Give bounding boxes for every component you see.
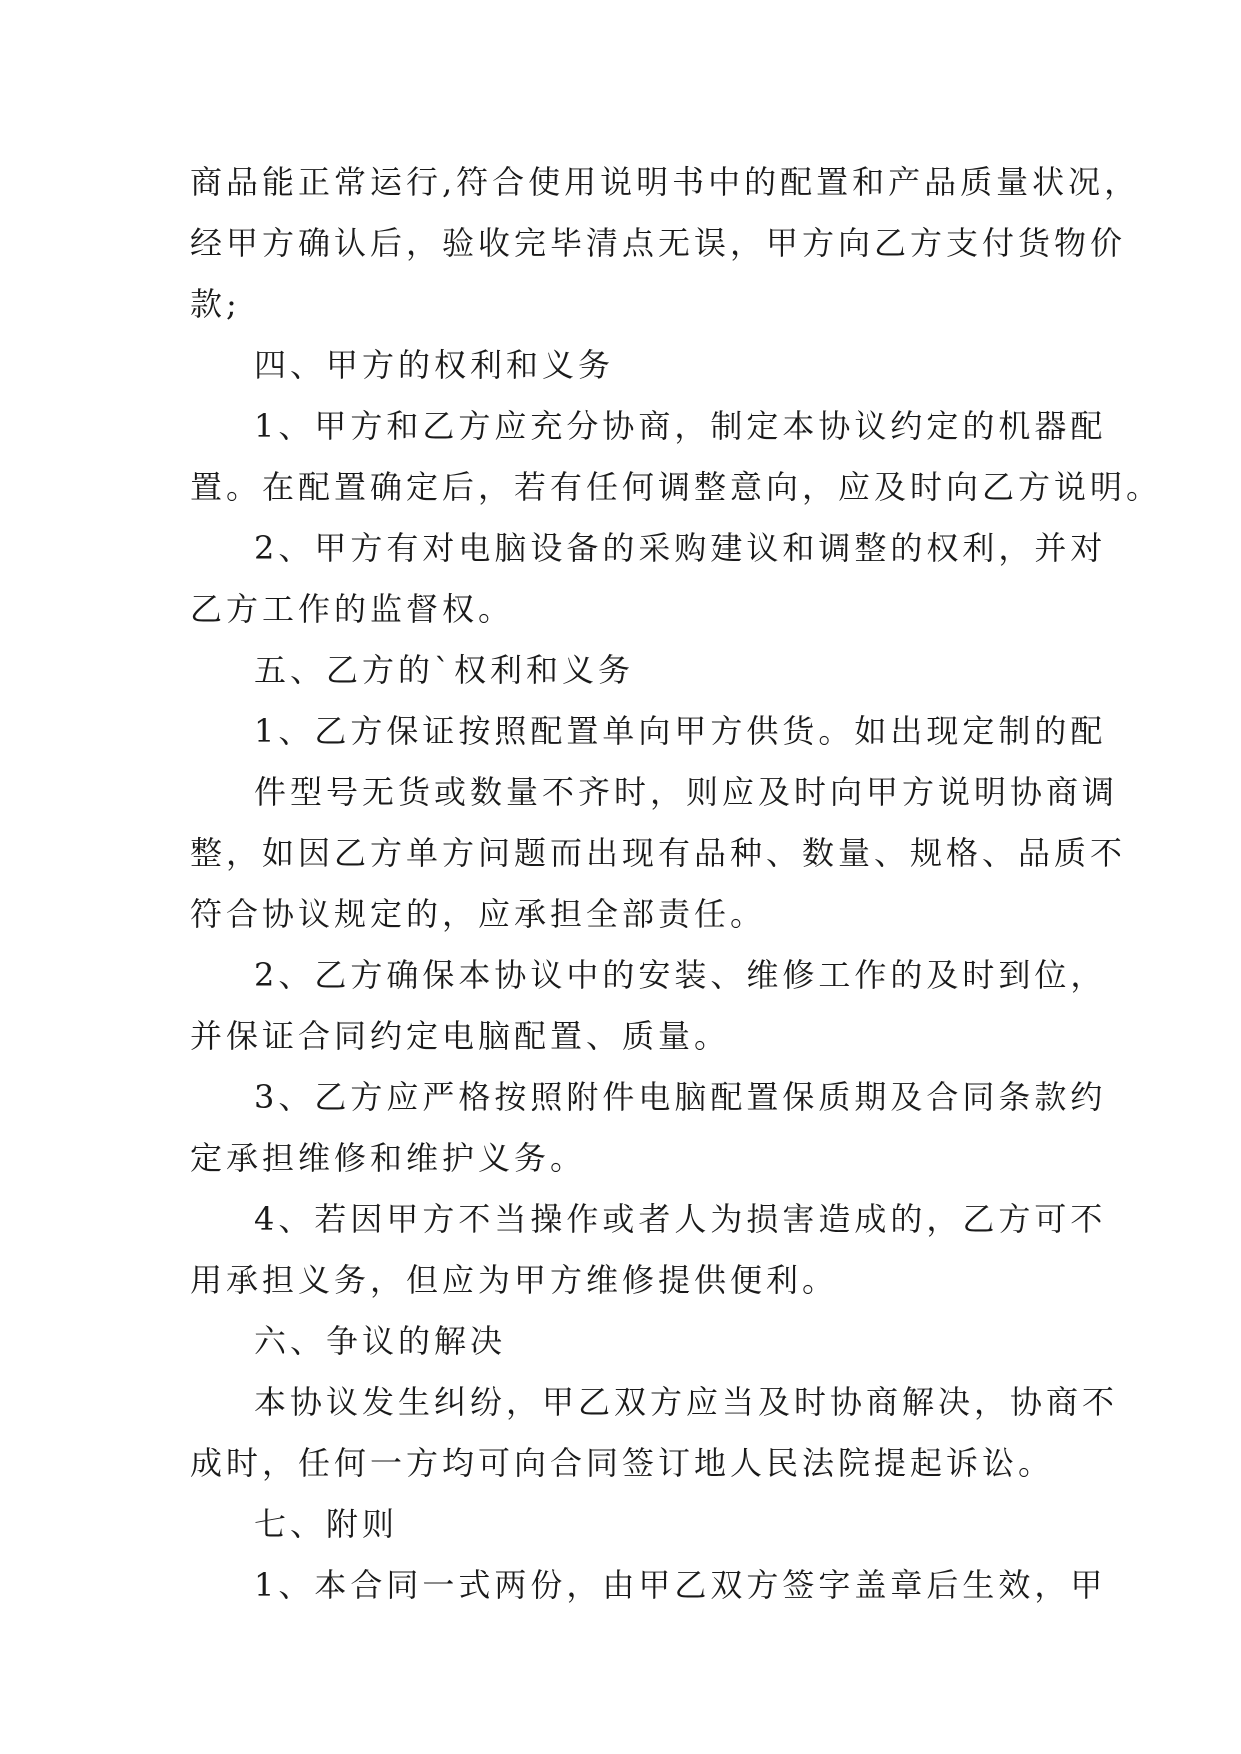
text-line: 经甲方确认后，验收完毕清点无误，甲方向乙方支付货物价 xyxy=(190,224,1127,262)
text-line: 用承担义务，但应为甲方维修提供便利。 xyxy=(190,1261,839,1299)
text-line: 置。在配置确定后，若有任何调整意向，应及时向乙方说明。 xyxy=(190,468,1163,506)
text-line: 定承担维修和维护义务。 xyxy=(190,1139,587,1177)
section-heading-5: 五、乙方的`权利和义务 xyxy=(254,651,635,689)
text-line: 2、乙方确保本协议中的安装、维修工作的及时到位， xyxy=(254,956,1107,994)
text-line: 4、若因甲方不当操作或者人为损害造成的，乙方可不 xyxy=(254,1200,1107,1238)
section-heading-6: 六、争议的解决 xyxy=(254,1322,507,1360)
text-line: 并保证合同约定电脑配置、质量。 xyxy=(190,1017,731,1055)
text-line: 本协议发生纠纷，甲乙双方应当及时协商解决，协商不 xyxy=(254,1383,1119,1421)
text-line: 1、乙方保证按照配置单向甲方供货。如出现定制的配 xyxy=(254,712,1107,750)
text-line: 3、乙方应严格按照附件电脑配置保质期及合同条款约 xyxy=(254,1078,1107,1116)
text-line: 商品能正常运行,符合使用说明书中的配置和产品质量状况， xyxy=(190,163,1141,201)
text-line: 款; xyxy=(190,285,241,323)
section-heading-4: 四、甲方的权利和义务 xyxy=(254,346,615,384)
text-line: 符合协议规定的，应承担全部责任。 xyxy=(190,895,767,933)
text-line: 2、甲方有对电脑设备的采购建议和调整的权利，并对 xyxy=(254,529,1107,567)
text-line: 成时，任何一方均可向合同签订地人民法院提起诉讼。 xyxy=(190,1444,1055,1482)
section-heading-7: 七、附则 xyxy=(254,1505,399,1543)
text-line: 1、甲方和乙方应充分协商，制定本协议约定的机器配 xyxy=(254,407,1107,445)
text-line: 整，如因乙方单方问题而出现有品种、数量、规格、品质不 xyxy=(190,834,1127,872)
text-line: 1、本合同一式两份，由甲乙双方签字盖章后生效，甲 xyxy=(254,1566,1107,1604)
text-line: 乙方工作的监督权。 xyxy=(190,590,515,628)
contract-text xyxy=(190,152,1163,1616)
text-line: 件型号无货或数量不齐时，则应及时向甲方说明协商调 xyxy=(254,773,1119,811)
